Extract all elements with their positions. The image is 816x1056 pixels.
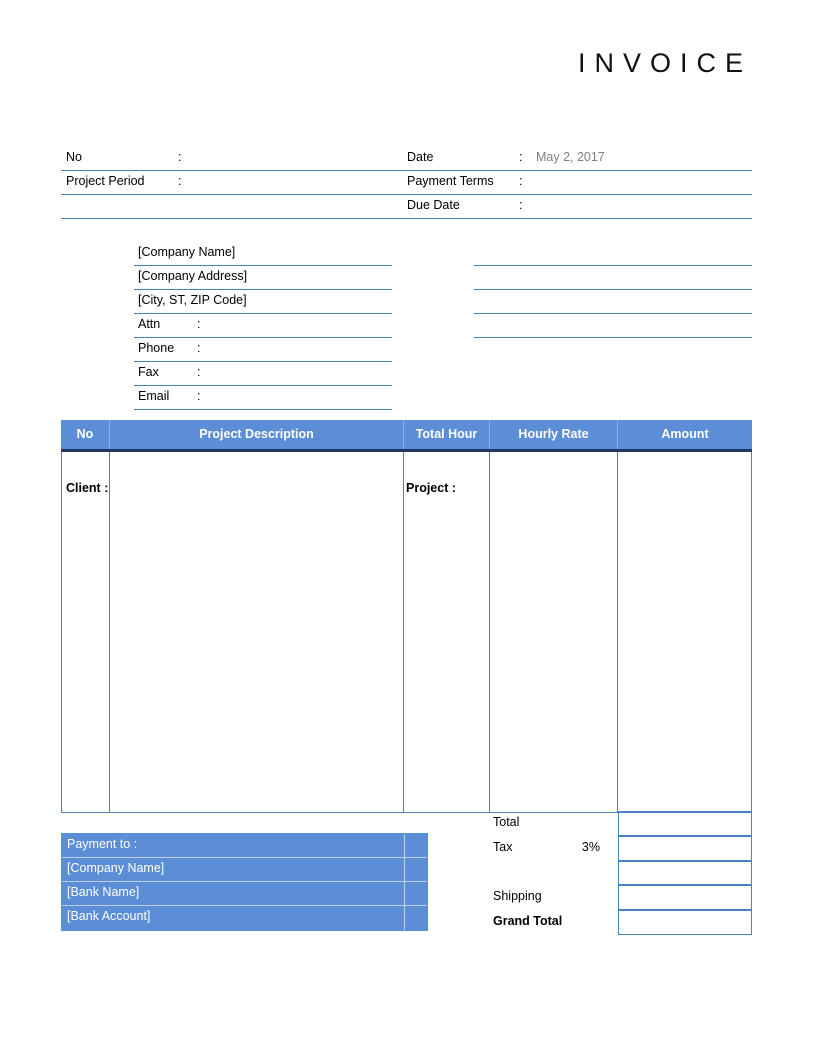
field-no[interactable] <box>61 148 402 171</box>
project-label: Project : <box>406 481 457 495</box>
field-payment-terms[interactable] <box>402 172 752 195</box>
field-project-period[interactable] <box>61 172 402 195</box>
totals-label: Shipping <box>493 889 542 904</box>
payment-row-text: [Bank Account] <box>67 909 151 923</box>
totals-row-shipping <box>488 885 752 910</box>
meta-row <box>61 172 752 196</box>
client-field-label: [City, ST, ZIP Code] <box>138 293 247 307</box>
field-due-date-label: Due Date <box>407 198 460 212</box>
totals-value-grand-total[interactable] <box>618 910 752 935</box>
client-field-fax[interactable] <box>134 363 392 386</box>
totals-value-shipping[interactable] <box>618 885 752 910</box>
client-field-colon: : <box>197 365 201 379</box>
totals-row-blank <box>488 861 752 886</box>
items-table-header-row <box>61 420 752 452</box>
totals-label: Total <box>493 815 520 829</box>
totals-value-tax[interactable] <box>618 836 752 861</box>
field-blank[interactable] <box>61 196 402 219</box>
client-field-label: Phone <box>138 341 175 355</box>
totals-value-blank[interactable] <box>618 861 752 886</box>
column-header-amount[interactable]: Amount <box>617 420 752 449</box>
field-date-label: Date <box>407 150 434 164</box>
field-due-date[interactable] <box>402 196 752 219</box>
column-header-total-hour[interactable]: Total Hour <box>403 420 489 449</box>
client-field-city-state-zip[interactable] <box>134 291 392 314</box>
field-project-period-label: Project Period <box>66 174 145 188</box>
table-column-divider-description <box>403 452 404 812</box>
column-header-hourly-rate[interactable]: Hourly Rate <box>489 420 617 449</box>
field-project-period-colon: : <box>178 174 182 188</box>
payment-row-heading[interactable] <box>62 834 427 858</box>
table-column-divider-hourly-rate <box>617 452 618 812</box>
items-table <box>61 420 752 813</box>
client-field-company-name[interactable] <box>134 243 392 266</box>
items-table-body[interactable] <box>61 452 752 813</box>
project-field-line[interactable] <box>474 315 752 338</box>
payment-row-text: [Bank Name] <box>67 885 140 899</box>
payment-row-bank-account[interactable] <box>62 906 427 930</box>
client-field-label: Email <box>138 389 170 403</box>
client-field-label: [Company Name] <box>138 245 236 259</box>
payment-details-block <box>61 833 428 931</box>
field-date-value: May 2, 2017 <box>536 150 605 164</box>
table-border-right <box>751 452 752 812</box>
project-field-line[interactable] <box>474 243 752 266</box>
field-no-label: No <box>66 150 82 164</box>
totals-row-tax <box>488 836 752 861</box>
totals-row-total <box>488 811 752 836</box>
project-field-line[interactable] <box>474 291 752 314</box>
client-field-colon: : <box>197 389 201 403</box>
payment-row-bank-name[interactable] <box>62 882 427 906</box>
client-field-company-address[interactable] <box>134 267 392 290</box>
client-field-colon: : <box>197 317 201 331</box>
meta-row <box>61 148 752 172</box>
client-field-label: Fax <box>138 365 159 379</box>
table-border-left <box>61 452 62 812</box>
client-field-email[interactable] <box>134 387 392 410</box>
field-due-date-colon: : <box>519 198 523 212</box>
totals-block <box>488 811 752 935</box>
client-label: Client : <box>66 481 109 495</box>
totals-label: Tax <box>493 839 513 854</box>
project-field-line[interactable] <box>474 267 752 290</box>
client-field-label: [Company Address] <box>138 269 248 283</box>
field-date-colon: : <box>519 150 523 164</box>
field-no-colon: : <box>178 150 182 164</box>
meta-row <box>61 196 752 220</box>
column-header-project-description[interactable]: Project Description <box>109 420 403 449</box>
totals-tax-percent: 3% <box>581 839 600 854</box>
totals-value-total[interactable] <box>618 811 752 836</box>
client-field-colon: : <box>197 341 201 355</box>
client-field-attn[interactable] <box>134 315 392 338</box>
invoice-meta <box>61 148 752 220</box>
field-payment-terms-label: Payment Terms <box>407 174 494 188</box>
page-title: INVOICE <box>577 48 752 78</box>
payment-row-text: [Company Name] <box>67 861 165 875</box>
client-field-phone[interactable] <box>134 339 392 362</box>
table-column-divider-total-hour <box>489 452 490 812</box>
field-payment-terms-colon: : <box>519 174 523 188</box>
column-header-no[interactable]: No <box>76 427 94 441</box>
totals-label-grand-total: Grand Total <box>493 914 563 929</box>
client-field-label: Attn <box>138 317 161 331</box>
payment-row-text: Payment to : <box>67 837 138 851</box>
payment-row-company-name[interactable] <box>62 858 427 882</box>
table-column-divider-no <box>109 452 110 812</box>
field-date[interactable] <box>402 148 752 171</box>
totals-row-grand-total <box>488 910 752 935</box>
